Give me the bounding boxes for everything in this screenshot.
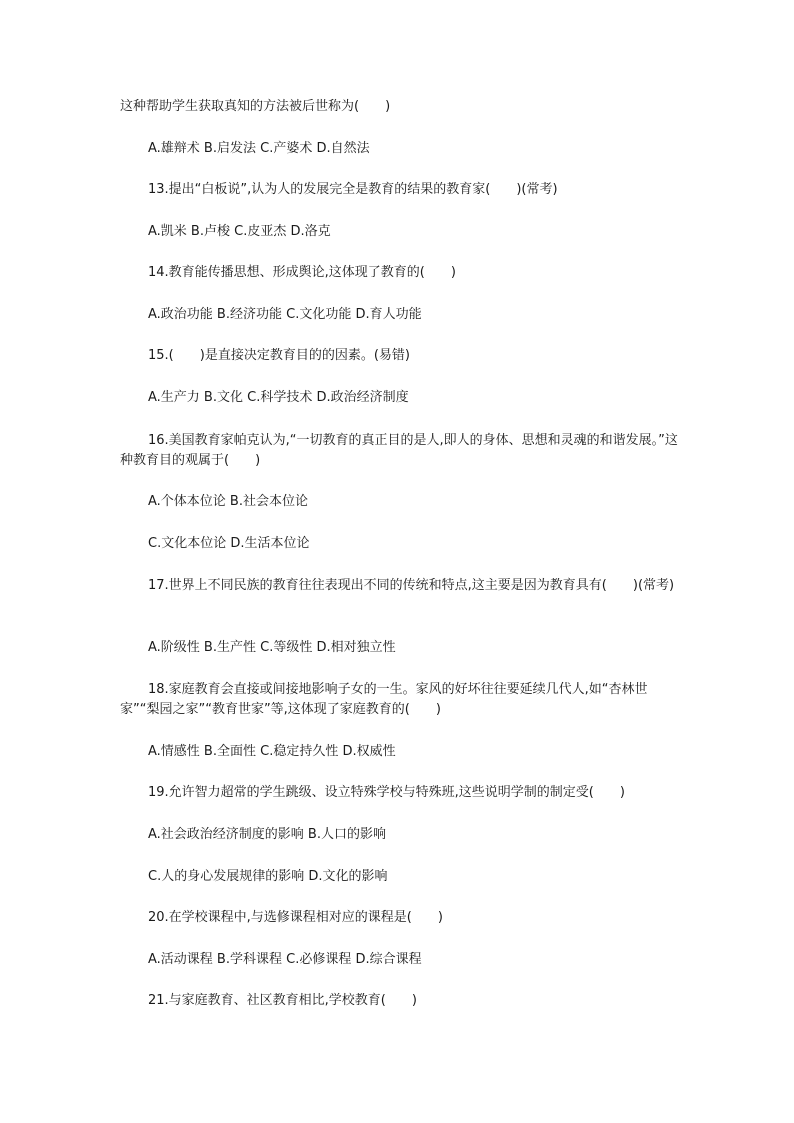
question-14-options: A.政治功能 B.经济功能 C.文化功能 D.育人功能 xyxy=(148,307,422,322)
question-16-options-ab: A.个体本位论 B.社会本位论 xyxy=(148,494,308,509)
question-20-stem: 20.在学校课程中,与选修课程相对应的课程是( ) xyxy=(148,910,443,925)
question-12-stem-end: 这种帮助学生获取真知的方法被后世称为( ) xyxy=(120,99,391,114)
question-17-options: A.阶级性 B.生产性 C.等级性 D.相对独立性 xyxy=(148,640,396,655)
question-20-options: A.活动课程 B.学科课程 C.必修课程 D.综合课程 xyxy=(148,952,422,967)
question-13-options: A.凯米 B.卢梭 C.皮亚杰 D.洛克 xyxy=(148,224,331,239)
question-16-stem: 16.美国教育家帕克认为,“一切教育的真正目的是人,即人的身体、思想和灵魂的和谐发展。”这种教育目的观属于( ) xyxy=(120,433,678,468)
question-17-stem: 17.世界上不同民族的教育往往表现出不同的传统和特点,这主要是因为教育具有( )(常考) xyxy=(148,578,675,593)
question-15-stem: 15.( )是直接决定教育目的的因素。(易错) xyxy=(148,348,410,363)
question-18-stem: 18.家庭教育会直接或间接地影响子女的一生。家风的好坏往往要延续几代人,如“杏林世家”“梨园之家”“教育世家”等,这体现了家庭教育的( ) xyxy=(120,682,648,717)
question-13-stem: 13.提出“白板说”,认为人的发展完全是教育的结果的教育家( )(常考) xyxy=(148,182,558,197)
question-12-options: A.雄辩术 B.启发法 C.产婆术 D.自然法 xyxy=(148,141,370,156)
question-18-options: A.情感性 B.全面性 C.稳定持久性 D.权威性 xyxy=(148,744,396,759)
question-21-stem: 21.与家庭教育、社区教育相比,学校教育( ) xyxy=(148,993,417,1008)
question-19-options-ab: A.社会政治经济制度的影响 B.人口的影响 xyxy=(148,827,386,842)
question-19-stem: 19.允许智力超常的学生跳级、设立特殊学校与特殊班,这些说明学制的制定受( ) xyxy=(148,785,625,800)
question-19-options-cd: C.人的身心发展规律的影响 D.文化的影响 xyxy=(148,869,388,884)
question-15-options: A.生产力 B.文化 C.科学技术 D.政治经济制度 xyxy=(148,390,409,405)
question-14-stem: 14.教育能传播思想、形成舆论,这体现了教育的( ) xyxy=(148,265,456,280)
question-16-options-cd: C.文化本位论 D.生活本位论 xyxy=(148,536,310,551)
